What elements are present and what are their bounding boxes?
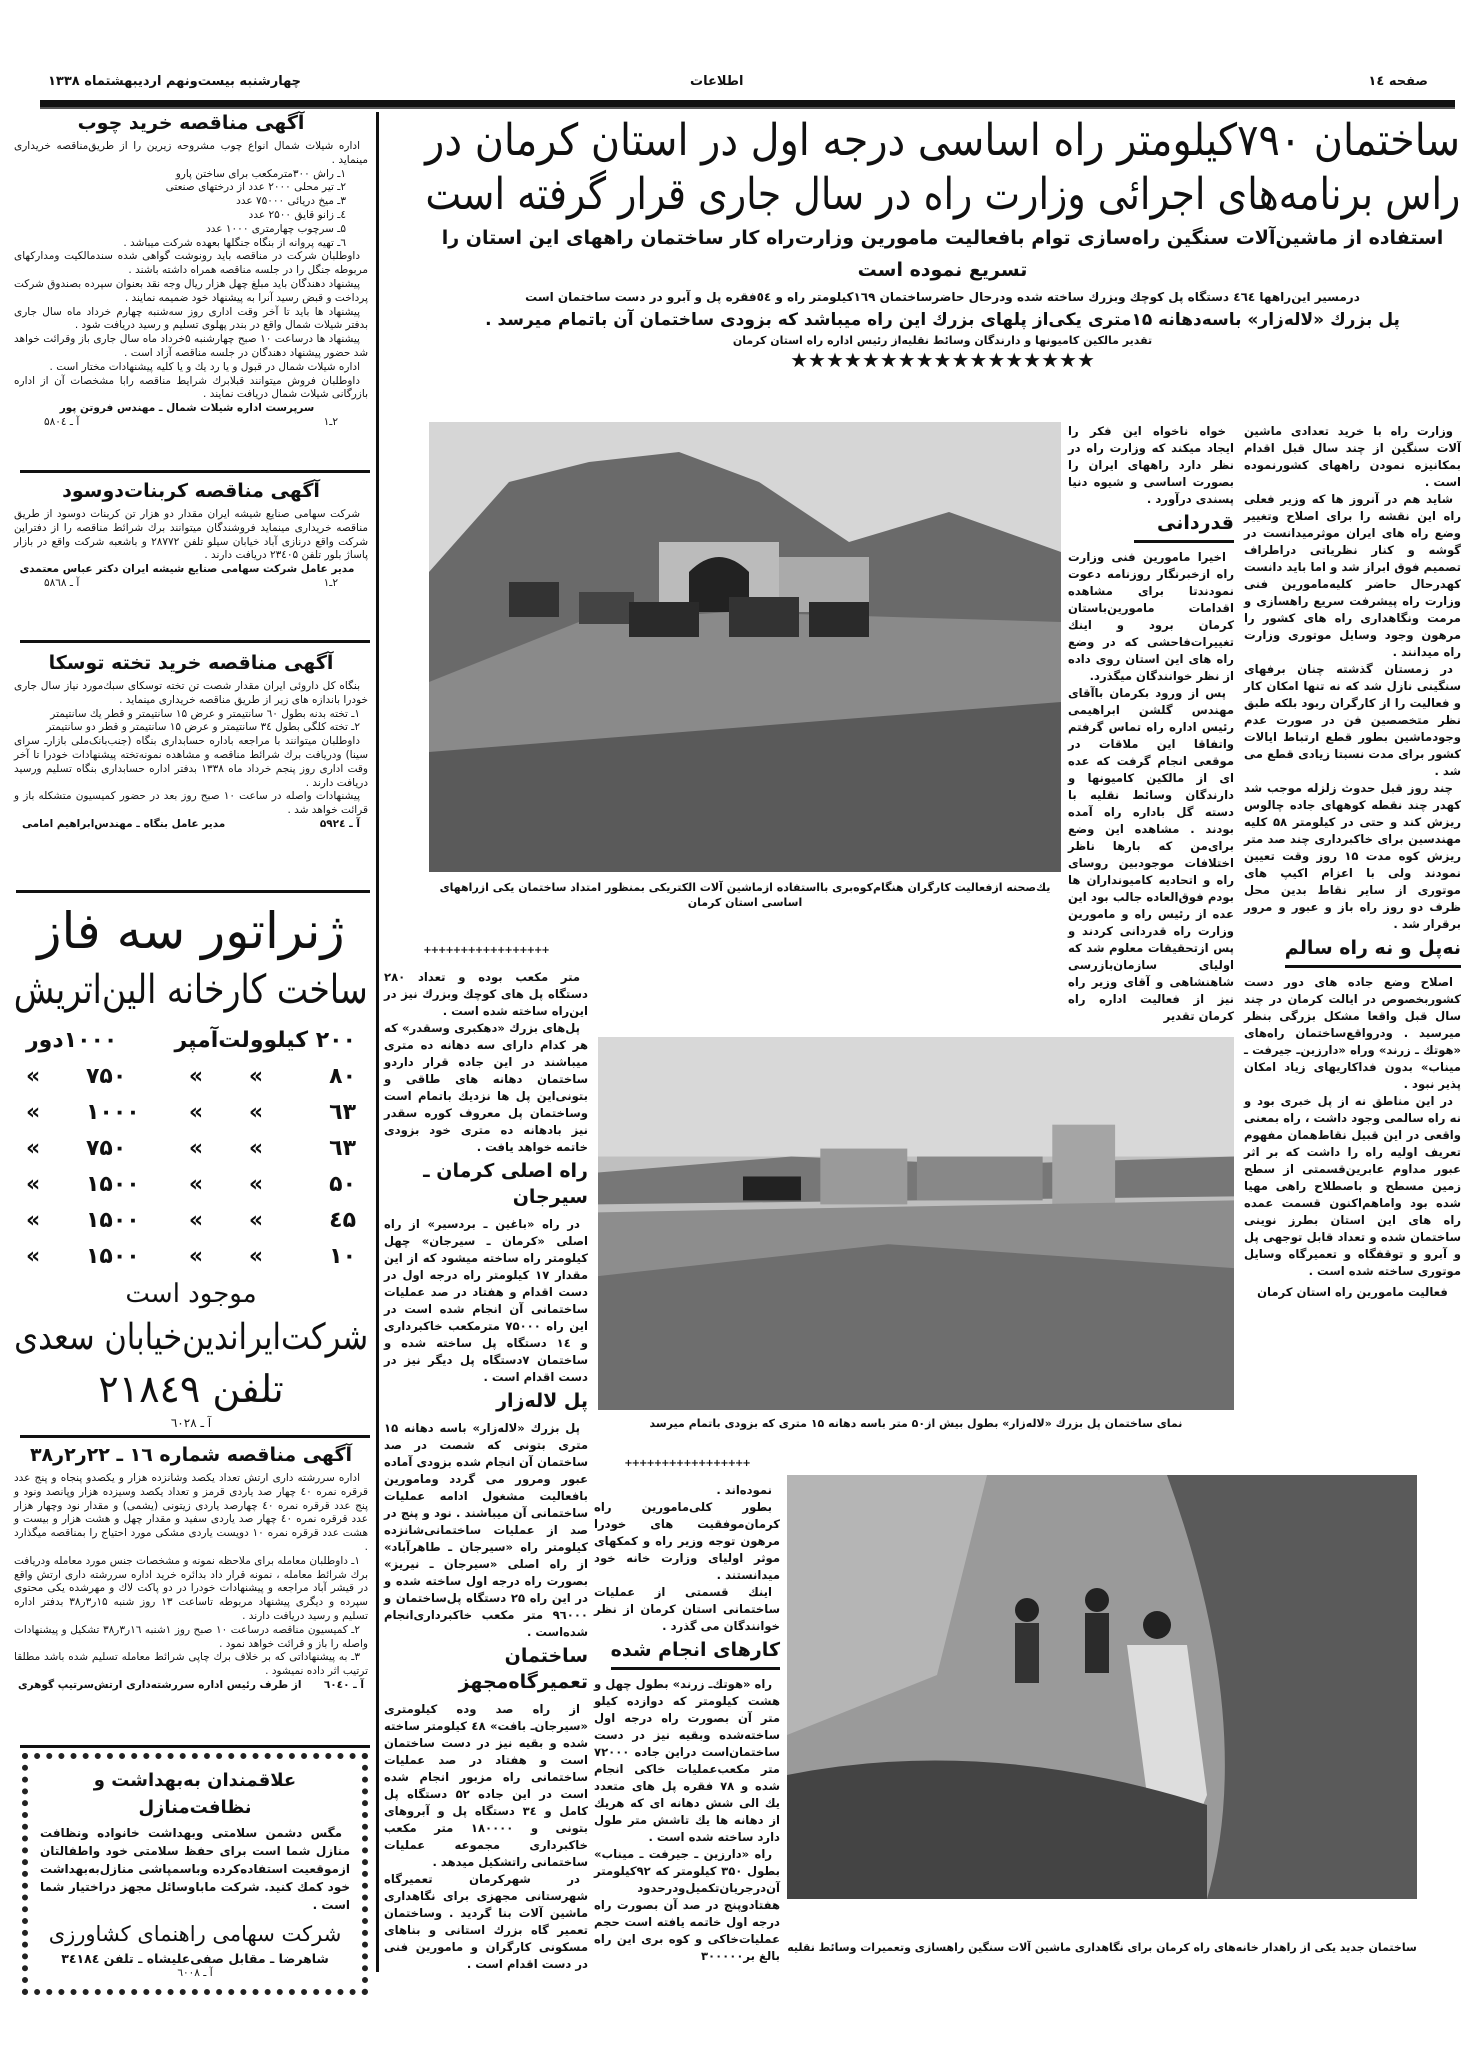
section-heading-kerman-sirjan: راه اصلی کرمان ـ سیرجان: [423, 1160, 588, 1208]
photo-3-image: [787, 1475, 1417, 1899]
company-phone: تلفن ۲۱۸٤۹: [98, 1367, 284, 1411]
header-rule: [40, 100, 1455, 109]
ad-divider: [20, 470, 370, 473]
paper-name: اطلاعات: [690, 74, 744, 89]
rpm-value: ۱۵۰۰: [86, 1244, 140, 1269]
article-paragraph: اصلاح وضع جاده های دور دست کشوربخصوص در ایالت کرمان در چند سال قبل واقعا مشکل بزرگی بنظر میرسید . ودرواقع‌ساختمان راه‌های «هوتك ـ زرند» وراه «دارزین‌ـ جیرفت ـ میناب» بدون فداکاریهای زیاد امکان پذیر نبود .: [1244, 975, 1461, 1091]
rpm-value: ۱۵۰۰: [86, 1172, 140, 1197]
ditto-mark: »: [26, 1244, 41, 1269]
kva-value: ۵۰: [329, 1172, 356, 1197]
generator-header-row: [14, 1023, 368, 1059]
ad-text: داوطلبان فروش میتوانند قبلابرك شرایط مناقصه رابا مشخصات آن از اداره بازرگانی شیلات شمال دریافت نمایند .: [14, 374, 368, 401]
ad-code: آ ـ ۵۹۲٤: [319, 817, 360, 830]
ad-signature: مدیر عامل شرکت سهامی صنایع شیشه ایران دکتر عباس معتمدی: [19, 563, 355, 576]
ad-list-item: ۵ـ سرچوب چهارمتری ۱۰۰۰ عدد: [206, 222, 346, 235]
kva-value: ٦۳: [329, 1100, 356, 1125]
article-paragraph: اینك قسمتی از عملیات ساختمانی استان کرمان از نظر خوانندگان می گذرد .: [594, 1585, 780, 1633]
rpm-value: ۷۵۰: [86, 1064, 127, 1089]
generator-spec-row: [14, 1203, 368, 1239]
ad-list-item: ۲ـ تخته کلگی بطول ۳٤ سانتیمتر و عرض ۱۵ سانتیمتر و قطر دو سانتیمتر: [46, 721, 360, 734]
article-column-c: [384, 942, 588, 1973]
generator-spec-row: [14, 1059, 368, 1095]
ad-signature: مدیر عامل بنگاه ـ مهندس‌ابراهیم امامی: [22, 817, 226, 830]
ad-text: پیشنهاد ها باید تا آخر وقت اداری روز سه‌شنبه چهارم خرداد ماه سال جاری بدفتر شیلات شمال واقع در بندر پهلوی تسلیم و رسید دریافت شود .: [14, 305, 368, 332]
headline-line-2: راس برنامه‌های اجرائی وزارت راه در سال جاری قرار گرفته است: [425, 169, 1460, 220]
ad-title: ژنراتور سه فاز: [37, 902, 345, 960]
ad-list-item: ۱ـ تخته بدنه بطول ٦۰ سانتیمتر و عرض ۱۵ سانتیمتر و قطر یك سانتیمتر: [50, 707, 360, 720]
rpm-header: ۱۰۰۰دور: [26, 1028, 118, 1053]
kva-value: ۱۰: [329, 1244, 356, 1269]
ad-text: اداره شیلات شمال در قبول و یا رد یك و یا کلیه پیشنهادات مختار است .: [49, 360, 360, 373]
ditto-mark: »: [248, 1172, 264, 1197]
ad-divider: [20, 640, 370, 643]
article-column-a: [1244, 423, 1461, 1301]
ad-text: بنگاه کل داروئی ایران مقدار شصت تن تخته توسکای سبك‌مورد نیاز سال جاری خودرا باندازه های زیر از طریق مناقصه خریداری مینماید .: [14, 680, 368, 706]
ad-divider: [20, 1435, 370, 1438]
ad-text: اداره شیلات شمال انواع چوب مشروحه زیرین را از طریق‌مناقصه خریداری مینماید .: [14, 140, 368, 166]
ad-text: پیشنهادات واصله در ساعت ۱۰ صبح روز بعد در حضور کمیسیون متشکله باز و قرائت خواهد شد .: [14, 790, 368, 817]
ad-list-item: ۳ـ میخ دریائی ۷۵۰۰۰ عدد: [236, 195, 346, 208]
rpm-value: ۱۰۰۰: [86, 1100, 140, 1125]
ad-title: آگهی مناقصه شماره ۱٦ ـ ۲۲ر۲ر۳۸: [29, 1444, 353, 1466]
generator-spec-row: [14, 1167, 368, 1203]
rpm-value: ۱۵۰۰: [86, 1208, 140, 1233]
article-paragraph: متر مکعب بوده و تعداد ۲۸۰ دستگاه پل های کوچك وبزرك نیز در این‌راه ساخته شده است .: [384, 970, 588, 1018]
ad-list-item: ٦ـ تهیه پروانه از بنگاه جنگلها بعهده شرکت میباشد .: [123, 236, 346, 249]
ad-clause: ۱ـ داوطلبان معامله برای ملاحظه نمونه و مشخصات جنس مورد معامله ودریافت برك شرائط معامله ، نمونه قرار داد بدائره خرید اداره سررشته داری ارتش واقع در قیشر آباد مراجعه و پیشنهادات خودرا در دو پاکت لاك و مهرشده یکی محتوی سپرده و دیگری پیشنهاد مربوطه تاساعت ۱۳ روز شنبه ۱۵ر۳ر۳۸ بدفتر اداره تسلیم و رسید دریافت دارند .: [14, 1554, 368, 1622]
rpm-value: ۷۵۰: [86, 1136, 127, 1161]
ditto-mark: »: [188, 1208, 204, 1233]
article-paragraph: در این مناطق نه از پل خبری بود و نه راه سالمی وجود داشت ، راه بمعنی واقعی در این قبیل نقاط‌همان مفهوم تعریف اولیه راه را داشت که بر اثر عبور مداوم عابرین‌قسمتی از سطح زمین مسطح و باصطلاح راهی مهیا شده بود واماهم‌اکنون قسمت عمده راه های این استان بطرز نوینی ساختمان شده و تعداد قابل توجهی پل و آبرو و توقفگاه و تعمیرگاه وسایل موتوری ساخته شده است .: [1244, 1094, 1461, 1278]
section-heading-lalehzar-bridge: پل لاله‌زار: [496, 1390, 588, 1412]
company-name: شرکت سهامی راهنمای کشاورزی: [48, 1922, 342, 1946]
ad-code: آ ـ ۵۸٦۸: [44, 576, 80, 589]
ad-title: علاقمندان به‌بهداشت و نظافت‌منازل: [93, 1770, 297, 1818]
photo-lalehzar-bridge: [598, 1037, 1234, 1410]
ad-code: آ ـ ٦۰۰۸: [177, 1967, 213, 1979]
generator-spec-row: [14, 1095, 368, 1131]
ad-three-phase-generator: [14, 899, 368, 1431]
company-address: شاهرضا ـ مقابل صفی‌علیشاه ـ تلفن ۳٤۱۸٤: [61, 1951, 329, 1966]
ad-divider: [20, 1745, 370, 1748]
ditto-mark: »: [26, 1208, 41, 1233]
bridge-deck: پل بزرك «لاله‌زار» باسه‌دهانه ۱۵متری یکی‌از پلهای بزرك این راه میباشد که بزودی ساختمان آن باتمام میرسد .: [485, 310, 1400, 330]
ad-text: داوطلبان شرکت در مناقصه باید رونوشت گواهی شده سندمالکیت ومدارکهای مربوطه جنگل را در جلسه مناقصه همراه داشته باشند .: [14, 250, 368, 277]
ad-text: اداره سررشته داری ارتش تعداد یکصد وشانزده هزار و یکصدو پنجاه و پنج عدد قرقره نمره ٤۰ چهار صد یاردی قرمز و تعداد یکصد وسیزده هزار وپانصد ونود و پنج عدد قرقره نمره ٤۰ چهارصد یاردی زیتونی (یشمی) و مقدار نود وچهار هزار عدد قرقره نمره ٤۰ چهار صد یاردی سفید و مقدار چهل و هشت هزار و بیست و هشت عدد قرقره نمره ۱۰ دویست یاردی مشکی مورد احتیاج را بمناقصه میگذارد .: [14, 1472, 369, 1553]
article-paragraph: در شهرکرمان تعمیرگاه شهرستانی مجهزی برای نگاهداری ماشین آلات بنا گردید . وساختمان تعمیر گاه بزرك استانی و بناهای مسکونی کارگران و مامورین فنی در دست اقدام است .: [384, 1872, 588, 1971]
generator-spec-row: [14, 1239, 368, 1275]
ditto-mark: »: [26, 1136, 41, 1161]
ad-alder-plank-tender: [14, 650, 368, 832]
photo-1-image: [429, 422, 1061, 872]
main-headline-block: [425, 114, 1460, 371]
ditto-mark: »: [188, 1100, 204, 1125]
ditto-mark: »: [26, 1100, 41, 1125]
ad-text: داوطلبان میتوانند با مراجعه باداره حسابداری بنگاه (جنب‌بانک‌ملی بازارـ سرای سینا) ودریافت برك شرائط مناقصه و مشاهده نمونه‌تخته پیشنهادات خودرا تا آخر وقت اداری روز پنجم خرداد ماه ۱۳۳۸ بدفتر اداره حسابداری بنگاه تسلیم ورسید دریافت دارند .: [14, 735, 368, 789]
article-column-b: [1068, 423, 1234, 1025]
article-paragraph: اخیرا مامورین فنی وزارت راه ازخبرنگار روزنامه دعوت نمودندتا برای مشاهده اقدامات مامورین‌باستان کرمان برود و اینك تغییرات‌فاحشی که در وضع راه های این استان روی داده از نظر خوانندگان میگذرد.: [1068, 550, 1234, 683]
issue-date: چهارشنبه بیست‌ونهم اردیبهشتماه ۱۳۳۸: [48, 74, 302, 89]
headline-line-1: ساختمان ۷۹۰کیلومتر راه اساسی درجه اول در استان کرمان در: [425, 115, 1460, 166]
kva-header: ۲۰۰ کیلوولت‌آمپر: [174, 1028, 356, 1053]
ad-signature: از طرف رئیس اداره سررشته‌داری ارتش‌سرتیپ گوهری: [18, 1678, 302, 1691]
kva-value: ٤۵: [329, 1208, 356, 1233]
section-heading-completed-works: کارهای انجام شده: [611, 1637, 780, 1670]
ditto-mark: »: [248, 1100, 264, 1125]
photo-2-image: [598, 1037, 1234, 1410]
ditto-mark: »: [248, 1244, 264, 1269]
ad-code: آ ـ ٦۰۲۸: [170, 1416, 212, 1430]
article-paragraph: پل بزرك «لاله‌زار» باسه دهانه ۱۵ متری بتونی که شصت در صد ساختمان آن انجام شده بزودی آماده عبور ومرور می گردد ومامورین بافعالیت مشغول ادامه عملیات ساختمانی آن میباشند . نود و پنج در صد از عملیات ساختمانی‌شانزده کیلومتر راه «سیرجان ـ طاهرآباد» از راه اصلی «سیرجان ـ نیریز» بصورت راه درجه اول ساخته شده و در این راه ۲۵ دستگاه پل‌ساختمان و ۹٦۰۰۰ متر مکعب خاکبرداری‌انجام شده‌است .: [384, 1421, 588, 1639]
section-heading-repair-shop: ساختمان تعمیرگاه‌مجهز: [458, 1645, 588, 1693]
ad-title: آگهی مناقصه خرید چوب: [77, 112, 305, 134]
article-column-d: [594, 1455, 780, 1965]
article-paragraph: نموده‌اند .: [716, 1483, 772, 1497]
kva-value: ٦۳: [329, 1136, 356, 1161]
article-paragraph: در راه «باغین ـ بردسیر» از راه اصلی «کرمان ـ سیرجان» چهل کیلومتر راه ساخته میشود که از این مقدار ۱۷ کیلومتر راه درجه اول در دست اقدام و هفتاد در صد عملیات ساختمانی آن انجام شده است در این راه ۷۵۰۰۰ مترمکعب خاکبرداری و ۱٤ دستگاه پل ساخته شده و ساختمان ۷دستگاه پل دیگر نیز در دست اقدام است .: [384, 1217, 588, 1384]
kva-value: ۸۰: [329, 1064, 356, 1089]
ad-wood-tender: [14, 110, 368, 430]
deck-line: درمسیر این‌راهها ٤٦٤ دستگاه پل کوچك وبزرك ساخته شده ودرحال حاضرساختمان ۱٦۹کیلومتر راه و ٥٤فقره پل و آبرو در دست ساختمان است: [525, 290, 1360, 304]
ad-army-thread-tender: [14, 1442, 368, 1693]
ad-run-number: ۲ـ۱: [323, 415, 338, 428]
appreciation-deck: تقدیر مالکین کامیونها و دارندگان وسائط نقلیه‌از رئیس اداره راه استان کرمان: [732, 334, 1153, 347]
photo-3-caption: ساختمان جدید یکی از راهدار خانه‌های راه کرمان برای نگاهداری ماشین آلات سنگین راهسازی وتعمیرات وسائط نقلیه: [787, 1941, 1417, 1954]
ditto-mark: »: [188, 1136, 204, 1161]
ad-subtitle: ساخت کارخانه الین‌اتریش: [13, 967, 368, 1013]
column-divider: [376, 112, 379, 1972]
continuation-line: فعالیت مامورین راه استان کرمان: [1257, 1285, 1448, 1299]
article-paragraph: راه «هوتك‌ـ زرند» بطول چهل و هشت کیلومتر که دوازده کیلو متر آن بصورت راه درجه اول ساخته‌شده وبقیه نیز در دست ساختمان‌است دراین جاده ۷۲۰۰۰ متر مکعب‌عملیات خاکی انجام شده و ۷۸ فقره پل های متعدد یك الی شش دهانه ای که هریك از دهانه ها یك تاشش متر طول دارد ساخته شده است .: [593, 1677, 780, 1844]
ad-title: آگهی مناقصه خرید تخته توسکا: [48, 652, 334, 674]
article-paragraph: پس از ورود بکرمان باآقای مهندس گلشن ابراهیمی رئیس اداره راه تماس گرفتم واتفاقا این ملاقات در موقعی انجام گرفت که عده ای از مالکین کامیونها و دارندگان وسائط نقلیه با دسته گل باداره راه آمده بودند . مشاهده این وضع برای‌من که بارها ناظر اختلافات موجودبین روسای راه و اتحادیه کامیونداران ها بودم فوق‌العاده جالب بود این عده از رئیس راه و مامورین وزارت راه قدردانی کردند و پس ازتحقیقات معلوم شد که اولیای سازمان‌بازرسی شاهنشاهی و آقای وزیر راه نیز از فعالیت اداره راه کرمان تقدیر: [1068, 686, 1234, 1023]
company-address: شرکت‌ایراندین‌خیابان سعدی: [14, 1317, 368, 1358]
ad-home-hygiene: [22, 1753, 368, 1995]
article-paragraph: وزارت راه با خرید تعدادی ماشین آلات سنگین از چند سال قبل اقدام بمکانیزه نمودن راههای کشورنموده است .: [1244, 424, 1461, 489]
article-paragraph: در زمستان گذشته چنان برفهای سنگینی نازل شد که نه تنها امکان کار و فعالیت را از کارگران ربود بلکه طبق نظر متخصصین فن در صورت عدم وجودماشین بطور قطع ارتباط ایالات کشور برای مدت نسبتا زیادی قطع می شد .: [1244, 662, 1461, 778]
ad-title: آگهی مناقصه کربنات‌دوسود: [62, 480, 320, 502]
ad-code: آ ـ ۵۸۰٤: [44, 415, 80, 428]
ad-text: پیشنهاد دهندگان باید مبلغ چهل هزار ریال وجه نقد بعنوان سپرده بصندوق شرکت پرداخت و قبض رسید آنرا به پیشنهاد خود ضمیمه نمایند .: [14, 277, 368, 304]
ad-list-item: ۲ـ تیر محلی ۲۰۰۰ عدد از درختهای صنعتی: [165, 181, 346, 194]
article-paragraph: از راه صد وده کیلومتری «سیرجان‌ـ بافت» ٤۸ کیلومتر ساخته شده و بقیه نیز در دست ساختمان است و هفتاد در صد عملیات ساختمانی راه مزبور انجام شده است در این جاده ۵۲ دستگاه پل کامل و ۳٤ دستگاه پل و آبروهای بتونی و ۱۸۰۰۰۰ متر مکعب خاکبرداری مجموعه عملیات ساختمانی راتشکیل میدهد .: [384, 1702, 589, 1869]
availability-text: موجود است: [125, 1279, 257, 1309]
ditto-mark: »: [188, 1172, 204, 1197]
ad-code: آ ـ ٦۰٤۰: [323, 1678, 364, 1691]
ditto-mark: »: [188, 1244, 204, 1269]
ditto-mark: »: [26, 1172, 41, 1197]
subheadline: استفاده از ماشین‌آلات سنگین راه‌سازی توام بافعالیت مامورین وزارت‌راه کار ساختمان راههای این استان را: [441, 227, 1444, 249]
article-paragraph: شاید هم در آنروز ها که وزیر فعلی راه این نقشه را برای اصلاح وتغییر وضع راه های ایران موثرمیدانست در گوشه و کنار نظریاتی دراطراف تصمیم فوق ابراز شد و اما باید دانست کهدرحال حاضر کلیه‌مامورین فنی وزارت راه پیشرفت سریع راهسازی و مرمت ونگاهداری راه های کشور را مرهون وجود وسایل موتوری وزارت راه میدانند .: [1244, 492, 1461, 659]
ad-run-number: ۲ـ۱: [323, 576, 338, 589]
ad-clause: ۳ـ به پیشنهاداتی که بر خلاف برك چاپی شرائط معامله تسلیم شده باشد مطلقا ترتیب اثر داده نمیشود .: [14, 1651, 368, 1678]
page-number: صفحه ١٤: [1368, 74, 1428, 89]
ad-soda-carbonate-tender: [14, 478, 368, 591]
ditto-mark: »: [26, 1064, 41, 1089]
ad-signature: سرپرست اداره شیلات شمال ـ مهندس فروتن پور: [59, 402, 315, 415]
article-paragraph: پل‌های بزرك «دهکبری وسقدر» که هر کدام دارای سه دهانه ده متری میباشند در این جاده قرار داردو ساختمان دهانه های طاقی و بتونی‌این پل ها نزدیك باتمام است وساختمان پل معروف کوره سقدر نیز بادهانه ده متری خود بزودی خاتمه خواهد یافت .: [384, 1021, 588, 1154]
photo-workers-mountain: [429, 422, 1061, 872]
subheadline-cont: تسریع نموده است: [857, 259, 1028, 281]
ditto-mark: »: [248, 1064, 264, 1089]
ornament-divider: +++++++++++++++++: [624, 1458, 750, 1469]
article-paragraph: خواه ناخواه این فکر را ایجاد میکند که وزارت راه در نظر دارد راههای ایران را بصورت اساسی و شیوه دنیا پسندی درآورد .: [1068, 424, 1234, 506]
star-ornament-row: ★★★★★★★★★★★★★★★★★: [790, 348, 1095, 372]
ad-text: پیشنهاد ها درساعت ۱۰ صبح چهارشنبه ۵خرداد ماه سال جاری باز وقرائت خواهد شد حضور پیشنهاد دهندگان در جلسه مناقصه آزاد است .: [14, 333, 368, 359]
article-paragraph: راه «دارزین ـ جیرفت ـ میناب» بطول ۳۵۰ کیلومتر که ۹۲کیلومتر آن‌درجریان‌تکمیل‌ودرحدود هفتادوپنج در صد آن بصورت راه درجه اول خاتمه یافته است حجم عملیات‌خاکی و کوه بری این راه بالغ بر۳۰۰۰۰۰: [594, 1847, 780, 1963]
photo-1-caption: یك‌صحنه ازفعالیت کارگران هنگام‌کوه‌بری بااستفاده ازماشین آلات الکتریکی بمنظور امتداد ساختمان یکی ازراههای اساسی استان کرمان: [439, 881, 1051, 909]
ditto-mark: »: [248, 1136, 264, 1161]
ad-text: مگس دشمن سلامتی وبهداشت خانواده ونظافت منازل شما است برای حفظ سلامتی خود واطفالتان ازموقعیت استفاده‌کرده وباسمپاشی منازل‌به‌بهداشت خود کمك کنید. شرکت ماباوسائل مجهز دراختیار شما است .: [40, 1826, 350, 1912]
ornament-divider: +++++++++++++++++: [423, 945, 549, 956]
generator-spec-row: [14, 1131, 368, 1167]
ad-divider: [16, 890, 370, 893]
ad-text: شرکت سهامی صنایع شیشه ایران مقدار دو هزار تن کربنات دوسود از طریق مناقصه خریداری مینماید فروشندگان میتوانند برك شرائط مناقصه را از دفتراین شرکت واقع درنازی آباد خیابان سیلو تلفن ۲۸۷۷۲ و باشعبه شرکت واقع در بازار پاساژ بلور تلفن ۲۳٤۰۵ دریافت دارند .: [14, 508, 368, 562]
ad-list-item: ۱ـ راش ۳۰۰مترمکعب برای ساختن پارو: [175, 167, 346, 180]
ad-list-item: ٤ـ زانو قایق ۲۵۰۰ عدد: [248, 208, 346, 221]
ad-clause: ۲ـ کمیسیون مناقصه درساعت ۱۰ صبح روز ۱شنبه ۱٦ر۳ر۳۸ تشکیل و پیشنهادات واصله را باز و قرائت خواهد نمود .: [14, 1623, 368, 1650]
photo-2-caption: نمای ساختمان پل بزرك «لاله‌زار» بطول بیش از۵۰ متر باسه دهانه ۱۵ متری که بزودی باتمام میرسد: [649, 1417, 1183, 1430]
article-paragraph: چند روز قبل حدوث زلزله موجب شد کهدر چند نقطه کوههای جاده چالوس ریزش کند و حتی در کیلومتر ۵۸ کلیه مهندسین برای خاکبرداری چند صد متر ریزش کوه مدت ۱۵ روز وقت تعیین نمودند ولی با اعزام اکیپ های موتوری از سایر نقاط بدین محل ظرف دو روز راه باز و عبور و مرور برقرار شد .: [1244, 781, 1462, 931]
photo-rock-cutting: [787, 1475, 1417, 1899]
section-heading-no-bridge: نه‌پل و نه راه سالم: [1285, 935, 1461, 968]
article-paragraph: بطور کلی‌مامورین راه کرمان‌موفقیت های خودرا مرهون توجه وزیر راه و کمکهای موثر اولیای وزارت خانه خود میدانستند .: [594, 1500, 780, 1582]
ditto-mark: »: [188, 1064, 204, 1089]
ditto-mark: »: [248, 1208, 264, 1233]
section-heading-appreciation: قدردانی: [1134, 510, 1234, 543]
